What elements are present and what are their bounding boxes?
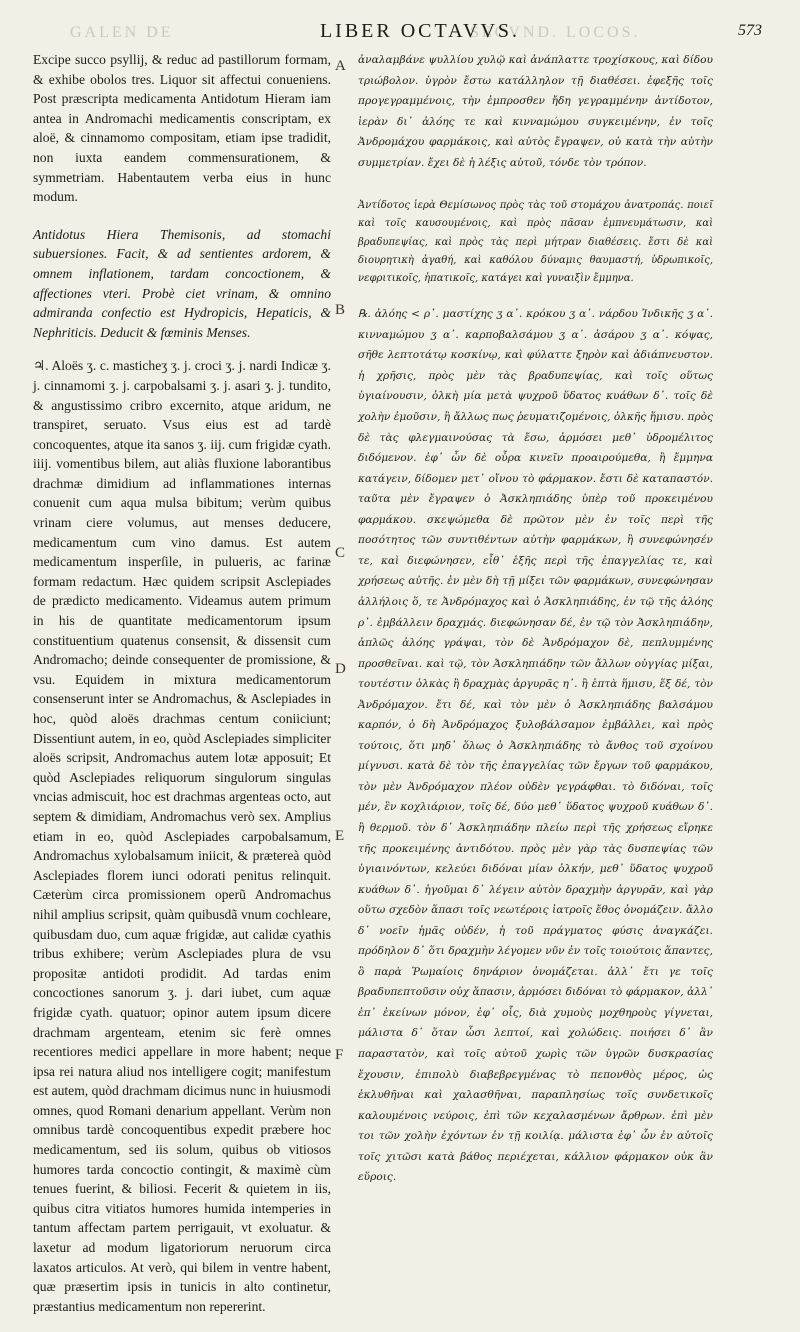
margin-letter-d: D (335, 661, 346, 677)
margin-letter-f: F (335, 1047, 344, 1063)
greek-paragraph: ℞. ἀλόης < ρ᾽. μαστίχης ʒ α᾽. κρόκου ʒ α᾽. νάρδου Ἰνδικῆς ʒ α᾽. κινναμώμου ʒ α᾽. καρποβαλσάμου ʒ α᾽. ἀσάρου ʒ α᾽. κόψας, σῆθε λεπτοτάτῳ κοσκίνῳ, καὶ φύλαττε ξηρὸν καὶ ἀδιάπνευστον. ἡ χρῆσις, πρὸς μὲν τὰς βραδυπεψίας, καὶ τοῖς οὕτως ὑγιαίνουσιν, ὁλκὴ μία μετὰ ψυχροῦ ὕδατος κυάθων δ᾽. τοῖς δὲ χολὴν ἐμοῦσιν, ἢ ἄλλως πως ῥευματιζομένοις, ὁλκῆς ἥμισυ. πρὸς δὲ τὰς φλεγμαινούσας τὰ ἔσω, ἀρμόσει μεθ᾽ ὑδρομέλιτος διδόμενον. ἐφ᾽ ὧν δὲ οὖρα κινεῖν προαιρούμεθα, ἢ ἔμμηνα κατάγειν, δίδομεν μετ᾽ οἴνου τὸ φάρμακον. ἔστι δὲ καταπαστόν. ταῦτα μὲν ἔγραψεν ὁ Ἀσκληπιάδης ὑπὲρ τοῦ προκειμένου φαρμάκου. σκεψώμεθα δὲ πρῶτον μὲν ἐν τοῖς περὶ τῆς ποσότητος τῶν συντιθέντων αὐτὴν φαρμάκων, ἢ συνεφώνησέν τε, καὶ διεφώνησεν, εἶθ᾽ ἑξῆς περὶ τῆς ἐπαγγελίας τε, καὶ χρήσεως αὐτῆς. ἐν μὲν δὴ τῇ μίξει τῶν φαρμάκων, συνεφώνησαν ἀλλήλοις ὅ, τε Ἀνδρόμαχος καὶ ὁ Ἀσκληπιάδης, ἐν τῷ τῆς ἀλόης ρ᾽. ἐμβάλλειν δραχμάς. διεφώνησαν δέ, ἐν τῷ τὸν Ἀσκληπιάδην, ἁπλῶς ἀλόης γράψαι, τὸν δὲ Ἀνδρόμαχον δὲ, πεπλυμμένης προσθεῖναι. καὶ τῷ, τὸν Ἀσκληπιάδην τῶν ἄλλων οὐγγίας μίξαι, τουτέστιν ὁλκὰς ἢ δραχμὰς ἀργυρᾶς η᾽. ἢ ἑπτὰ ἥμισυ, ἕξ δέ, τὸν Ἀνδρόμαχον. ἔτι δέ, καὶ τὸν μὲν ὁ Ἀσκληπιάδης βαλσάμου καρπόν, ὁ δὴ Ἀνδρόμαχος ξυλοβάλσαμον ἐμβάλλει, καὶ πρὸς τούτοις, ὅτι μηδ᾽ ὅλως ὁ Ἀσκληπιάδης τὸ ἄνθος τοῦ σχοίνου μίγνυσι. κατὰ δὲ τὸν τῆς ἐπαγγελίας τῶν ἔργων τοῦ φαρμάκου, τὸν μὲν Ἀνδρόμαχον πλέον οὐδὲν γεγράφθαι. τὸ διδόναι, τοῖς μέν, ἓν κοχλιάριον, τοῖς δέ, δύο μεθ᾽ ὕδατος ψυχροῦ κυάθων δ᾽. ἢ θερμοῦ. τὸν δ᾽ Ἀσκληπιάδην πλείω περὶ τῆς χρήσεως εἴρηκε τῆς προκειμένης ἀντιδότου. πρὸς μὲν γὰρ τὰς δυσπεψίας τῶν ὑγιαινόντων, κελεύει διδόναι μίαν ὁλκήν, μεθ᾽ ὕδατος ψυχροῦ κυάθων δ᾽. ἡγοῦμαι δ᾽ λέγειν αὐτὸν δραχμὴν ἀργυρᾶν, καὶ γὰρ οὕτω σχεδὸν ἅπασι τοῖς νεωτέροις ἰατροῖς ἔθος ὀνομάζειν. ἄλλο δ᾽ νοεῖν ἡμᾶς οὐδέν, ἡ τοῦ πράγματος φύσις ἀναγκάζει. πρόδηλον δ᾽ ὅτι δραχμὴν λέγομεν νῦν ἐν τοῖς τοιούτοις ἅπαντες, ὃ παρὰ Ῥωμαίοις δηνάριον ὀνομάζεται. ἀλλ᾽ ἔτι γε τοῖς βραδυπεπτοῦσιν οὐχ ἅπασιν, ἀρμόσει διδόναι τὸ φάρμακον, ἀλλ᾽ ἐπ᾽ ἐκείνων μόνον, ἐφ᾽ οἷς, διὰ χυμοὺς μοχθηροὺς γίγνεται, μάλιστα δ᾽ ὅταν ὦσι λεπτοί, καὶ χολώδεις. ποιήσει δ᾽ ἂν παραστατὸν, καὶ τοῖς αὐτοῦ χωρὶς τῶν ὑγρῶν δυσκρασίας ἔχουσιν, ἐπιπολὺ διαβεβρεγμένας τὸ πεπονθὸς μέρος, ὡς ἐκλυθῆναι καὶ χαλασθῆναι, παραπλησίως τοῖς συνδετικοῖς καλουμένοις νεύροις, ἐπὶ τῶν κεχαλασμένων ἄρθρων. ἐπὶ μὲν τοι τῶν χολὴν ἐχόντων ἐν τῇ κοιλίᾳ. μάλιστα ἐφ᾽ ὧν ἐν αὐτοῖς τοῖς χιτῶσι κατὰ βάθος περιέχεται, κάλλιον φάρμακον οὐκ ἂν εὕροις. (358, 308, 713, 1184)
greek-recipe-title: Ἀντίδοτος ἱερὰ Θεμίσωνος πρὸς τὰς τοῦ στομάχου ἀνατροπάς. ποιεῖ καὶ τοῖς καυσουμένοις, καὶ πρὸς πᾶσαν ἐμπνευμάτωσιν, καὶ βραδυπεψίας, καὶ πρὸς τὰς περὶ μήτραν διαθέσεις. ἔστι δὲ καὶ διουρητικὴ ἀγαθή, καὶ καθόλου δύναμις θαυμαστή, ὑδρωπικοῖς, νεφριτικοῖς, ἡπατικοῖς, κατάγει καὶ γυναιξὶν ἔμμηνα. (358, 200, 713, 285)
margin-letter-b: B (335, 302, 346, 318)
bleed-text-left: GALEN DE (70, 24, 174, 41)
margin-letter-a: A (335, 58, 346, 74)
latin-paragraph: ♃. Aloës ʒ. c. masticheʒ ʒ. j. croci ʒ. j. nardi Indicæ ʒ. j. cinnamomi ʒ. j. carpobalsami ʒ. j. asari ʒ. j. tundito, & angustissimo cribro excernito, atque aridum, ne transpiret, seruato. Vsus eius est ad tardè concoquentes, atque ita sanos ʒ. iij. cum frigidæ cyath. iiij. vomentibus bilem, aut aliàs fluxione laborantibus drachmæ dimidium ad inflammationes internas conuenit cum aqua mulsa bibitum; verùm quibus vrinam ciere volumus, aut menses deducere, medicamentum cum vino damus. Est autem medicamentum insperſile, in pulueris, ac farinæ formam redactum. Hæc quidem scripsit Asclepiades de prædicto medicamento. Videamus autem primum in his de quantitate medicamentorum ipsum constituentium quatenus consensit, & dissensit cum Andromacho; deinde consequenter de promissione, & vsu. Equidem in mixtura medicamentorum consenserunt inter se Andromachus, & Asclepiades in hoc, quòd aloës drachmas centum coniiciunt; Dissentiunt autem, in eo, quòd Asclepiades simpliciter aloës scripsit, Andromachus autem lotæ apposuit; Et quòd Asclepiades reliquorum singulorum singulas vncias admiscuit, hoc est drachmas argenteas octo, aut septem & dimidiam, Andromachus verò sex. Amplius etiam in eo, quòd Asclepiades carpobalsamum, Andromachus xylobalsamum iniicit, & prætereà quòd Asclepiades florem iunci odorati penitus relinquit. Cæterùm circa promissionem operũ Andromachus nihil amplius scripsit, quàm quibusdã vnum cochleare, quibusdam duo, cum aquæ frigidæ, aut calidæ cyathis tribus exhibere; verùm Asclepiades plura de vsu propositæ antidoti prodidit. Ad tardas enim concoctiones sanorum ʒ. j. dari iubet, cum aquæ frigidæ cyath. quatuor; opinor autem ipsum dicere drachmam argenteam, etenim sic ferè omnes recentiores medici appellare in more habent; neque ipsa rei natura aliud nos intelligere cogit; manifestum est autem, quòd drachmam dicimus nunc in huiusmodi omnes, quod Romani denarium appellant. Verùm non omnibus tardè concoquentibus expedit præbere hoc medicamentum, sed iis solum, quibus ob vitiosos humores tarda concoctio contingit, & maximè cùm tenues fuerint, & biliosi. Fecerit & quietem in iis, quibus citra vitiatos humores humida intemperies in tantum affectam partem perrigauit, vt exoluatur. & laxetur ad modum ligatoriorum neruorum circa laxatos articulos. At verò, qui bilem in ventre habent, quæ præsertim ipsis in tunicis in alto continetur, præstantius medicamentum non repererint. (33, 358, 331, 1314)
page-number: 573 (738, 22, 762, 39)
bleed-text-right: SECVND. LOCOS. (470, 24, 641, 41)
greek-column (358, 50, 713, 1188)
greek-paragraph: ἀναλαμβάνε ψυλλίου χυλῷ καὶ ἀνάπλαττε τροχίσκους, καὶ δίδου τριώβολον. ὑγρὸν ἔστω κατάλληλον τῇ διαθέσει. ἐφεξῆς τοῖς προγεγραμμένοις, τὴν ἐμπροσθεν ἤδη γεγραμμένην ἀντίδοτον, ἱερὰν δι᾽ ἀλόης τε καὶ κινναμώμου συγκειμένην, ἐν τοῖς Ἀνδρομάχου φαρμάκοις, καὶ αὐτὸς ἔγραψεν, οὐ κατὰ τὴν αὐτὴν συμμετρίαν. ἔχει δὲ ἡ λέξις αὐτοῦ, τόνδε τὸν τρόπον. (358, 54, 713, 169)
latin-recipe-title: Antidotus Hiera Themisonis, ad stomachi subuersiones. Facit, & ad sentientes ardorem, & omnem inflationem, tardam concoctionem, & affectiones vteri. Probè ciet vrinam, & omnino admiranda confectio est Hydropicis, Hepaticis, & Nephriticis. Deducit & fœminis Menses. (33, 226, 331, 340)
margin-letter-e: E (335, 828, 345, 844)
running-head: LIBER OCTAVVS. (319, 20, 521, 42)
latin-paragraph: Excipe succo psyllij, & reduc ad pastillorum formam, & exhibe obolos tres. Liquor sit affectui conueniens. Post præscripta medicamenta Antidotum Hieram iam antea in Andromachi medicamentis conscriptam, ex aloë, & cinnamomo compositam, etiam ipse tradidit, non iuxta eandem commensurationem, & symmetriam. Habentautem verba eius in hunc modum. (33, 52, 331, 205)
latin-column (33, 50, 331, 1316)
margin-letter-c: C (335, 545, 346, 561)
